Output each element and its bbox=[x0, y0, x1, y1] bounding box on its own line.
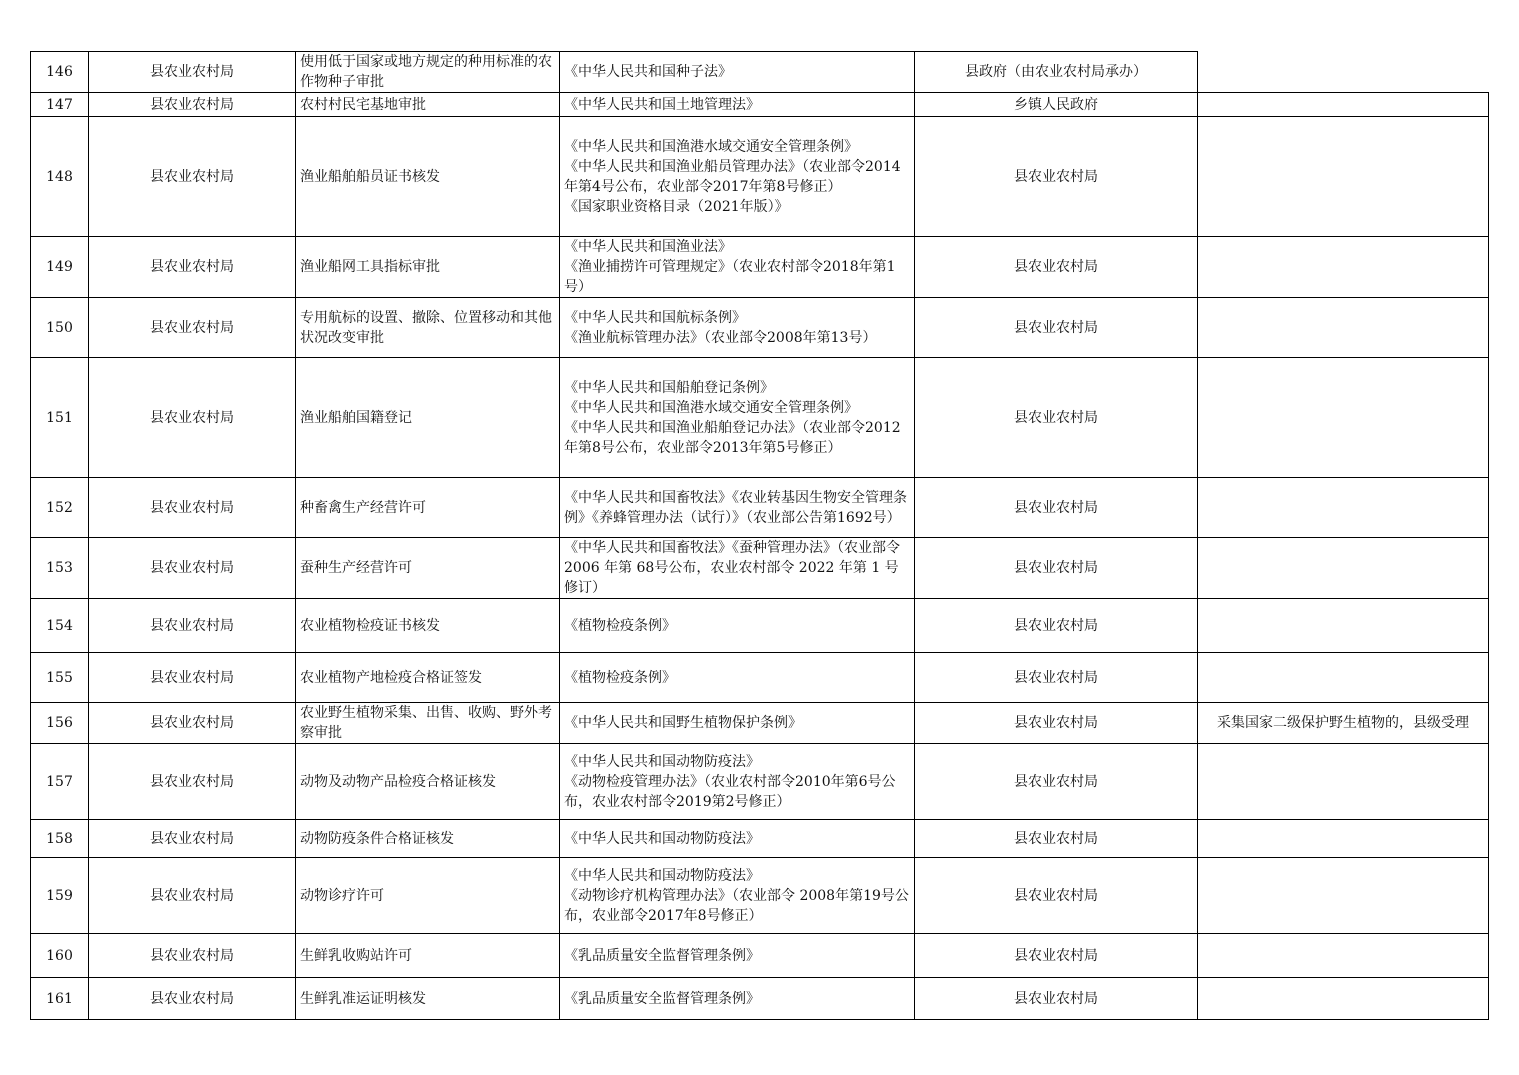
legal-basis-cell: 《中华人民共和国动物防疫法》 bbox=[560, 820, 915, 858]
implementing-body-cell: 县农业农村局 bbox=[915, 599, 1198, 653]
remark-cell: 采集国家二级保护野生植物的，县级受理 bbox=[1198, 703, 1489, 744]
department-cell: 县农业农村局 bbox=[89, 934, 296, 978]
implementing-body-cell: 县农业农村局 bbox=[915, 858, 1198, 934]
table-row bbox=[31, 934, 1489, 978]
table-row bbox=[31, 599, 1489, 653]
implementing-body-cell: 县农业农村局 bbox=[915, 478, 1198, 538]
approval-item-cell: 农业野生植物采集、出售、收购、野外考察审批 bbox=[296, 703, 560, 744]
table-row bbox=[31, 478, 1489, 538]
remark-cell bbox=[1198, 978, 1489, 1020]
remark-cell bbox=[1198, 538, 1489, 599]
implementing-body-cell: 县政府（由农业农村局承办） bbox=[915, 52, 1198, 93]
row-number-cell: 157 bbox=[31, 744, 89, 820]
approval-item-cell: 农村村民宅基地审批 bbox=[296, 93, 560, 117]
remark-cell bbox=[1198, 744, 1489, 820]
table-row bbox=[31, 744, 1489, 820]
row-number-cell: 147 bbox=[31, 93, 89, 117]
department-cell: 县农业农村局 bbox=[89, 599, 296, 653]
legal-basis-cell: 《乳品质量安全监督管理条例》 bbox=[560, 934, 915, 978]
legal-basis-cell: 《中华人民共和国渔业法》 《渔业捕捞许可管理规定》（农业农村部令2018年第1号） bbox=[560, 237, 915, 298]
approval-item-cell: 动物及动物产品检疫合格证核发 bbox=[296, 744, 560, 820]
approval-item-cell: 生鲜乳收购站许可 bbox=[296, 934, 560, 978]
row-number-cell: 159 bbox=[31, 858, 89, 934]
legal-basis-cell: 《中华人民共和国种子法》 bbox=[560, 52, 915, 93]
implementing-body-cell: 县农业农村局 bbox=[915, 744, 1198, 820]
approval-items-table bbox=[30, 51, 1489, 1020]
implementing-body-cell: 县农业农村局 bbox=[915, 703, 1198, 744]
row-number-cell: 151 bbox=[31, 358, 89, 478]
approval-item-cell: 动物防疫条件合格证核发 bbox=[296, 820, 560, 858]
table-body bbox=[31, 52, 1489, 1020]
row-number-cell: 150 bbox=[31, 298, 89, 358]
implementing-body-cell: 县农业农村局 bbox=[915, 117, 1198, 237]
implementing-body-cell: 县农业农村局 bbox=[915, 820, 1198, 858]
legal-basis-cell: 《中华人民共和国渔港水域交通安全管理条例》 《中华人民共和国渔业船员管理办法》（农业部令2014年第4号公布，农业部令2017年第8号修正） 《国家职业资格目录（2021年版）》 bbox=[560, 117, 915, 237]
department-cell: 县农业农村局 bbox=[89, 237, 296, 298]
approval-item-cell: 动物诊疗许可 bbox=[296, 858, 560, 934]
legal-basis-cell: 《中华人民共和国畜牧法》《蚕种管理办法》（农业部令 2006 年第 68号公布，农业农村部令 2022 年第 1 号修订） bbox=[560, 538, 915, 599]
department-cell: 县农业农村局 bbox=[89, 538, 296, 599]
table-row bbox=[31, 298, 1489, 358]
table-row bbox=[31, 117, 1489, 237]
remark-cell bbox=[1198, 298, 1489, 358]
approval-item-cell: 农业植物检疫证书核发 bbox=[296, 599, 560, 653]
legal-basis-cell: 《乳品质量安全监督管理条例》 bbox=[560, 978, 915, 1020]
department-cell: 县农业农村局 bbox=[89, 820, 296, 858]
approval-item-cell: 生鲜乳准运证明核发 bbox=[296, 978, 560, 1020]
row-number-cell: 156 bbox=[31, 703, 89, 744]
implementing-body-cell: 乡镇人民政府 bbox=[915, 93, 1198, 117]
implementing-body-cell: 县农业农村局 bbox=[915, 538, 1198, 599]
row-number-cell: 148 bbox=[31, 117, 89, 237]
approval-item-cell: 渔业船舶船员证书核发 bbox=[296, 117, 560, 237]
remark-cell bbox=[1198, 653, 1489, 703]
department-cell: 县农业农村局 bbox=[89, 478, 296, 538]
table-row bbox=[31, 538, 1489, 599]
department-cell: 县农业农村局 bbox=[89, 298, 296, 358]
legal-basis-cell: 《中华人民共和国土地管理法》 bbox=[560, 93, 915, 117]
implementing-body-cell: 县农业农村局 bbox=[915, 237, 1198, 298]
department-cell: 县农业农村局 bbox=[89, 117, 296, 237]
department-cell: 县农业农村局 bbox=[89, 858, 296, 934]
implementing-body-cell: 县农业农村局 bbox=[915, 653, 1198, 703]
remark-cell bbox=[1198, 237, 1489, 298]
table-row bbox=[31, 820, 1489, 858]
legal-basis-cell: 《中华人民共和国航标条例》 《渔业航标管理办法》（农业部令2008年第13号） bbox=[560, 298, 915, 358]
remark-cell bbox=[1198, 599, 1489, 653]
table-row bbox=[31, 93, 1489, 117]
remark-cell bbox=[1198, 117, 1489, 237]
approval-item-cell: 渔业船网工具指标审批 bbox=[296, 237, 560, 298]
row-number-cell: 154 bbox=[31, 599, 89, 653]
row-number-cell: 161 bbox=[31, 978, 89, 1020]
approval-item-cell: 种畜禽生产经营许可 bbox=[296, 478, 560, 538]
row-number-cell: 146 bbox=[31, 52, 89, 93]
table-row bbox=[31, 52, 1489, 93]
department-cell: 县农业农村局 bbox=[89, 744, 296, 820]
department-cell: 县农业农村局 bbox=[89, 93, 296, 117]
row-number-cell: 149 bbox=[31, 237, 89, 298]
remark-cell bbox=[1198, 93, 1489, 117]
row-number-cell: 153 bbox=[31, 538, 89, 599]
remark-cell bbox=[1198, 820, 1489, 858]
table-row bbox=[31, 653, 1489, 703]
legal-basis-cell: 《中华人民共和国野生植物保护条例》 bbox=[560, 703, 915, 744]
legal-basis-cell: 《中华人民共和国动物防疫法》 《动物诊疗机构管理办法》（农业部令 2008年第19号公布，农业部令2017年8号修正） bbox=[560, 858, 915, 934]
remark-cell bbox=[1198, 858, 1489, 934]
department-cell: 县农业农村局 bbox=[89, 358, 296, 478]
row-number-cell: 160 bbox=[31, 934, 89, 978]
implementing-body-cell: 县农业农村局 bbox=[915, 358, 1198, 478]
table-row bbox=[31, 237, 1489, 298]
table-row bbox=[31, 978, 1489, 1020]
remark-cell bbox=[1198, 478, 1489, 538]
approval-item-cell: 专用航标的设置、撤除、位置移动和其他状况改变审批 bbox=[296, 298, 560, 358]
table-row bbox=[31, 703, 1489, 744]
row-number-cell: 158 bbox=[31, 820, 89, 858]
approval-item-cell: 农业植物产地检疫合格证签发 bbox=[296, 653, 560, 703]
legal-basis-cell: 《植物检疫条例》 bbox=[560, 599, 915, 653]
row-number-cell: 155 bbox=[31, 653, 89, 703]
legal-basis-cell: 《中华人民共和国动物防疫法》 《动物检疫管理办法》（农业农村部令2010年第6号公布，农业农村部令2019第2号修正） bbox=[560, 744, 915, 820]
legal-basis-cell: 《植物检疫条例》 bbox=[560, 653, 915, 703]
legal-basis-cell: 《中华人民共和国畜牧法》《农业转基因生物安全管理条例》《养蜂管理办法（试行）》（农业部公告第1692号） bbox=[560, 478, 915, 538]
department-cell: 县农业农村局 bbox=[89, 52, 296, 93]
approval-item-cell: 渔业船舶国籍登记 bbox=[296, 358, 560, 478]
implementing-body-cell: 县农业农村局 bbox=[915, 298, 1198, 358]
row-number-cell: 152 bbox=[31, 478, 89, 538]
department-cell: 县农业农村局 bbox=[89, 978, 296, 1020]
remark-cell bbox=[1198, 934, 1489, 978]
approval-item-cell: 使用低于国家或地方规定的种用标准的农作物种子审批 bbox=[296, 52, 560, 93]
legal-basis-cell: 《中华人民共和国船舶登记条例》 《中华人民共和国渔港水域交通安全管理条例》 《中华人民共和国渔业船舶登记办法》（农业部令2012年第8号公布，农业部令2013年第5号修正） bbox=[560, 358, 915, 478]
table-row bbox=[31, 858, 1489, 934]
approval-item-cell: 蚕种生产经营许可 bbox=[296, 538, 560, 599]
department-cell: 县农业农村局 bbox=[89, 653, 296, 703]
implementing-body-cell: 县农业农村局 bbox=[915, 978, 1198, 1020]
department-cell: 县农业农村局 bbox=[89, 703, 296, 744]
remark-cell bbox=[1198, 52, 1489, 93]
implementing-body-cell: 县农业农村局 bbox=[915, 934, 1198, 978]
table-row bbox=[31, 358, 1489, 478]
remark-cell bbox=[1198, 358, 1489, 478]
